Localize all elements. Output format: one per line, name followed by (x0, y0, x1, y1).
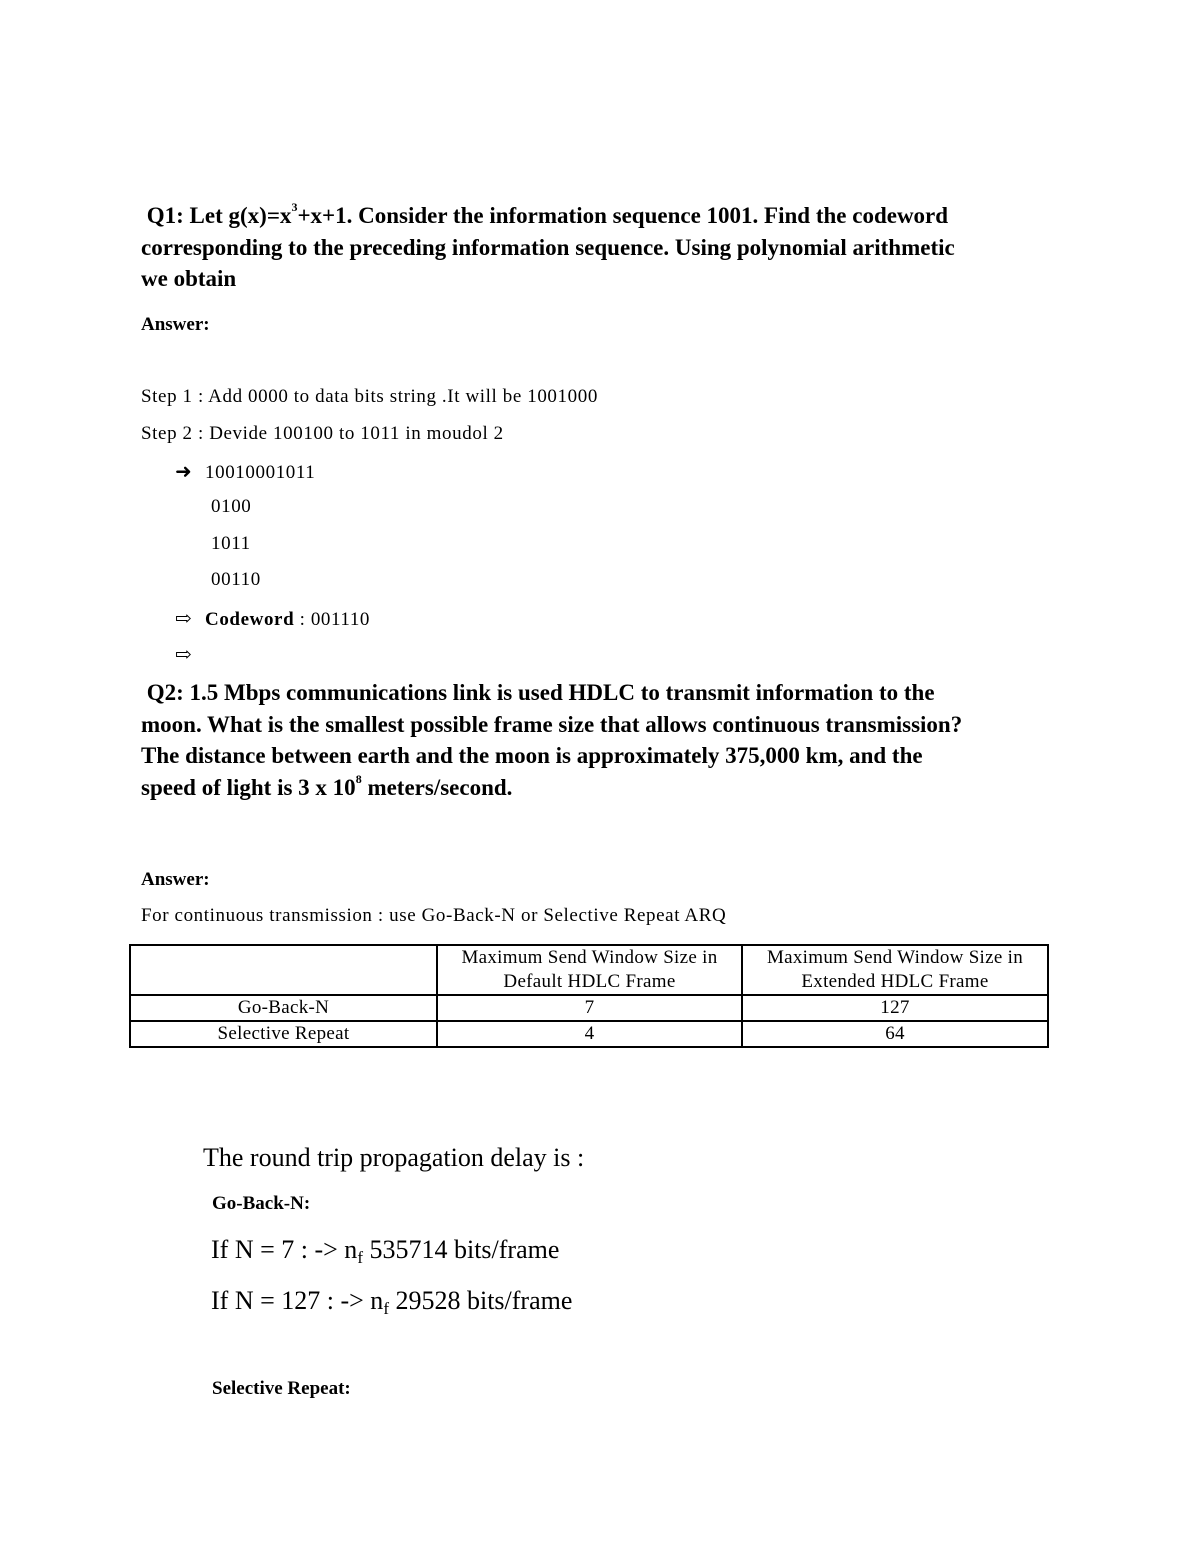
table-cell: 7 (437, 995, 742, 1021)
bold-right-arrow-icon: ➜ (175, 461, 193, 483)
gbn-label: Go-Back-N: (212, 1193, 311, 1214)
q1-calc-line-2: 0100 (211, 496, 252, 517)
rtt-heading: The round trip propagation delay is : (203, 1143, 585, 1172)
sr-label: Selective Repeat: (212, 1378, 351, 1399)
table-row (130, 995, 1048, 1021)
q1-calc-line-4: 00110 (211, 569, 261, 590)
codeword-value: : 001110 (294, 609, 371, 630)
q2-intro: For continuous transmission : use Go-Back-N or Selective Repeat ARQ (141, 905, 727, 926)
q1-empty-bullet (175, 642, 205, 667)
q1-line3: we obtain (141, 266, 237, 291)
table-header-cell: Maximum Send Window Size in Default HDLC Frame (437, 945, 742, 995)
q1-calc-line-1: ➜ 10010001011 (175, 461, 316, 483)
gbn-n127-result: If N = 127 : -> nf 29528 bits/frame (211, 1286, 573, 1318)
outline-right-arrow-icon: ⇨ (175, 608, 193, 630)
table-row (130, 1021, 1048, 1047)
q1-calc-line-3: 1011 (211, 533, 251, 554)
q2-line3: The distance between earth and the moon is approximately 375,000 km, and the (141, 743, 923, 768)
q1-answer-label: Answer: (141, 314, 210, 335)
q1-codeword (175, 606, 370, 631)
table-header-cell (130, 945, 437, 995)
outline-right-arrow-icon: ⇨ (175, 644, 193, 666)
q1-question (141, 200, 1081, 295)
q2-question (141, 677, 1101, 803)
table-cell: Selective Repeat (130, 1021, 437, 1047)
q1-step2: Step 2 : Devide 100100 to 1011 in moudol 2 (141, 423, 504, 444)
q2-line1: Q2: 1.5 Mbps communications link is used HDLC to transmit information to the (146, 680, 935, 705)
table-header-cell: Maximum Send Window Size in Extended HDLC Frame (742, 945, 1048, 995)
q1-line2: corresponding to the preceding information sequence. Using polynomial arithmetic (141, 234, 955, 260)
table-header-row (130, 945, 1048, 995)
gbn-n7-result: If N = 7 : -> nf 535714 bits/frame (211, 1235, 560, 1267)
q2-answer-label: Answer: (141, 869, 210, 890)
table-cell: 4 (437, 1021, 742, 1047)
q2-line2: moon. What is the smallest possible frame size that allows continuous transmission? (141, 711, 963, 737)
q1-line1: Q1: Let $g(x)=x^3+x+1$. Consider the information sequence 1001. Find the codeword (146, 200, 949, 228)
codeword-label: Codeword (205, 609, 295, 630)
q2-line4: speed of light is 3 x $10^8$ meters/second. (141, 771, 513, 800)
table-cell: 127 (742, 995, 1048, 1021)
table-cell: 64 (742, 1021, 1048, 1047)
table-cell: Go-Back-N (130, 995, 437, 1021)
hdlc-window-table (129, 944, 1049, 1048)
q1-step1: Step 1 : Add 0000 to data bits string .It will be 1001000 (141, 386, 598, 407)
